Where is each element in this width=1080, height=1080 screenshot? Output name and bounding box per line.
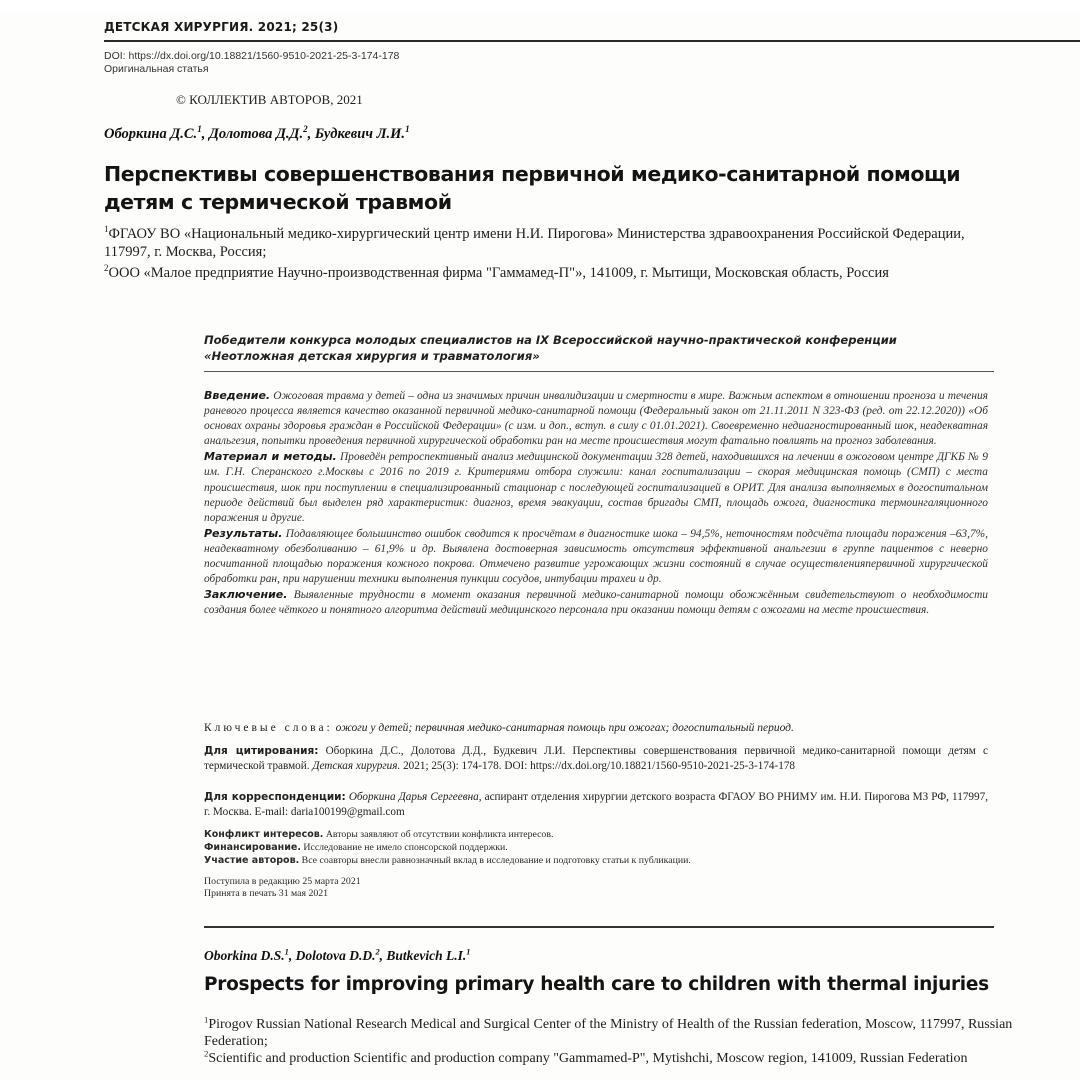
author-separator: ,	[201, 126, 209, 142]
affiliation-text: ООО «Малое предприятие Научно-производственная фирма "Гаммамед-П"», 141009, г. Мытищи, Московская область, Россия	[108, 265, 889, 281]
author-affil-mark: 2	[375, 947, 380, 957]
article-dates	[204, 876, 361, 900]
affiliation-item	[204, 1016, 1064, 1050]
affiliation-item	[104, 264, 1004, 282]
abstract-section-label: Введение.	[204, 389, 271, 402]
date-received: Поступила в редакцию 25 марта 2021	[204, 876, 361, 887]
note-text: Авторы заявляют об отсутствии конфликта интересов.	[325, 829, 554, 840]
note-label: Участие авторов.	[204, 855, 300, 866]
affiliation-text: ФГАОУ ВО «Национальный медико-хирургический центр имени Н.И. Пирогова» Министерства здравоохранения Российской Федерации, 117997, г. Москва, Россия;	[104, 226, 965, 260]
article-title-ru: Перспективы совершенствования первичной медико-санитарной помощи детям с термической травмой	[104, 162, 961, 214]
author-affil-mark: 2	[303, 124, 308, 135]
citation-ref[interactable]: 2021; 25(3): 174-178. DOI: https://dx.doi.org/10.18821/1560-9510-2021-25-3-174-178	[403, 760, 796, 772]
keywords-text: ожоги у детей; первичная медико-санитарная помощь при ожогах; догоспитальный период.	[335, 722, 794, 734]
abstract-section	[204, 388, 988, 449]
affiliations-ru	[104, 225, 1004, 285]
author-name: Butkevich L.I.	[386, 948, 467, 963]
author-separator: ,	[379, 948, 387, 963]
abstract-section-text: Подавляющее большинство ошибок сводится к просчётам в диагностике шока – 94,5%, неточностям подсчёта площади поражения –63,7%, неадекватному обезболиванию – 61,9% и др. Выявлена достоверная зависимость отсутствия эффективной анальгезии в группе пациентов с неверно посчитанной площадью поражения кожного покрова. Отмечено развитие угрожающих жизни состояний в случае осуществленияпервичной хирургической обработки ран, при нарушении техники выполнения пункции сосудов, интубации трахеи и др.	[204, 527, 988, 586]
affiliation-mark: 1	[204, 1014, 209, 1025]
top-margin	[0, 0, 1080, 12]
note-item	[204, 828, 988, 841]
article-notes	[204, 828, 988, 867]
abstract-section	[204, 526, 988, 587]
correspondence-name: Оборкина Дарья Сергеевна	[348, 791, 479, 803]
keywords	[204, 722, 988, 734]
affiliation-mark: 1	[104, 224, 109, 235]
authors-ru	[104, 126, 410, 143]
author-name: Dolotova D.D.	[295, 948, 376, 963]
note-label: Финансирование.	[204, 842, 301, 853]
citation-text: Оборкина Д.С., Долотова Д.Д., Будкевич Л.И. Перспективы совершенствования первичной медико-санитарной помощи детям с термической травмой.	[204, 745, 989, 772]
abstract-section-label: Результаты.	[204, 526, 283, 540]
article-title-en: Prospects for improving primary health care to children with thermal injuries	[204, 974, 989, 995]
affiliation-mark: 2	[204, 1048, 209, 1059]
citation-label: Для цитирования:	[204, 745, 319, 757]
author-separator: ,	[307, 126, 315, 142]
note-item	[204, 841, 988, 854]
affiliation-item	[204, 1050, 1064, 1067]
citation-block	[204, 744, 988, 774]
doi-line[interactable]: DOI: https://dx.doi.org/10.18821/1560-9510-2021-25-3-174-178	[104, 50, 400, 62]
note-text: Все соавторы внесли равнозначный вклад в исследование и подготовку статьи к публикации.	[301, 855, 691, 866]
abstract-section-label: Материал и методы.	[204, 450, 337, 464]
author-name: Oborkina D.S.	[204, 948, 285, 963]
copyright-line: © КОЛЛЕКТИВ АВТОРОВ, 2021	[176, 92, 363, 107]
citation-journal: Детская хирургия.	[312, 760, 401, 772]
header-rule	[104, 40, 1080, 42]
keywords-label: Ключевые слова:	[204, 722, 333, 734]
author-name: Оборкина Д.С.	[104, 126, 198, 142]
note-text: Исследование не имело спонсорской поддержки.	[303, 842, 508, 853]
affiliations-en	[204, 1016, 1064, 1067]
correspondence-block	[204, 790, 988, 820]
note-label: Конфликт интересов.	[204, 829, 324, 840]
correspondence-label: Для корреспонденции:	[204, 791, 346, 803]
author-affil-mark: 1	[405, 124, 410, 135]
author-affil-mark: 1	[466, 947, 471, 957]
abstract-section-label: Заключение.	[204, 588, 288, 602]
conference-banner: Победители конкурса молодых специалистов на IX Всероссийской научно-практической конференции «Неотложная детская хирургия и травматология»	[204, 333, 897, 363]
journal-header: ДЕТСКАЯ ХИРУРГИЯ. 2021; 25(3)	[104, 20, 339, 34]
correspondence-text: , аспирант отделения хирургии детского возраста ФГАОУ ВО РНИМУ им. Н.И. Пирогова МЗ РФ, 117997, г. Москва. E-mail: daria100199@gmail.com	[204, 791, 989, 818]
author-affil-mark: 1	[197, 124, 202, 135]
abstract-ru	[204, 388, 988, 618]
affiliation-item	[104, 225, 1004, 261]
affiliation-mark: 2	[104, 263, 109, 274]
abstract-section-text: Выявленные трудности в момент оказания первичной медико-санитарной помощи обожжённым свидетельствуют о необходимости создания более чёткого и понятного алгоритма действий медицинского персонала при оказании помощи детям с ожогами на месте происшествия.	[204, 589, 988, 617]
banner-rule	[204, 371, 994, 372]
abstract-section-text: Ожоговая травма у детей – одна из значимых причин инвалидизации и смертности в мире. Важным аспектом в отношении прогноза и течения раневого процесса является качество оказанной первичной медико-санитарной помощи (Федеральный закон от 21.11.2011 N 323-ФЗ (ред. от 22.12.2020)) «Об основах охраны здоровья граждан в Российской Федерации» (с изм. и доп., вступ. в силу с 01.01.2021). Своевременно недиагностированный шок, неадекватная анальгезия, попытки проведения первичной хирургической обработки ран на месте происшествия могут фатально повлиять на прогноз заболевания.	[204, 390, 988, 448]
section-rule	[204, 926, 994, 928]
authors-en	[204, 948, 470, 964]
author-separator: ,	[288, 948, 296, 963]
affiliation-text: Scientific and production Scientific and production company "Gammamed-P", Mytishchi, Moscow region, 141009, Russian Federation	[208, 1051, 968, 1066]
affiliation-text: Pirogov Russian National Research Medical and Surgical Center of the Ministry of Health of the Russian federation, Moscow, 117997, Russian Federation;	[204, 1017, 1013, 1049]
article-type: Оригинальная статья	[104, 63, 209, 75]
author-name: Будкевич Л.И.	[314, 126, 406, 142]
note-item	[204, 854, 988, 867]
author-affil-mark: 1	[284, 947, 289, 957]
abstract-section-text: Проведён ретроспективный анализ медицинской документации 328 детей, находившихся на лечении в ожоговом центре ДГКБ № 9 им. Г.Н. Сперанского г.Москвы с 2016 по 2019 г. Критериями отбора служили: канал госпитализации – скорая медицинская помощь (СМП) с места происшествия, шок при поступлении в специализированный стационар с последующей госпитализацией в ОРИТ. Для анализа выполняемых в догоспитальном периоде действий был выделен ряд характеристик: диагноз, время эвакуации, состав бригады СМП, площадь ожога, диагностика термоингаляционного поражения и другие.	[204, 451, 988, 524]
author-name: Долотова Д.Д.	[208, 126, 304, 142]
abstract-section	[204, 449, 988, 525]
abstract-section	[204, 587, 988, 618]
date-accepted: Принята в печать 31 мая 2021	[204, 888, 329, 899]
